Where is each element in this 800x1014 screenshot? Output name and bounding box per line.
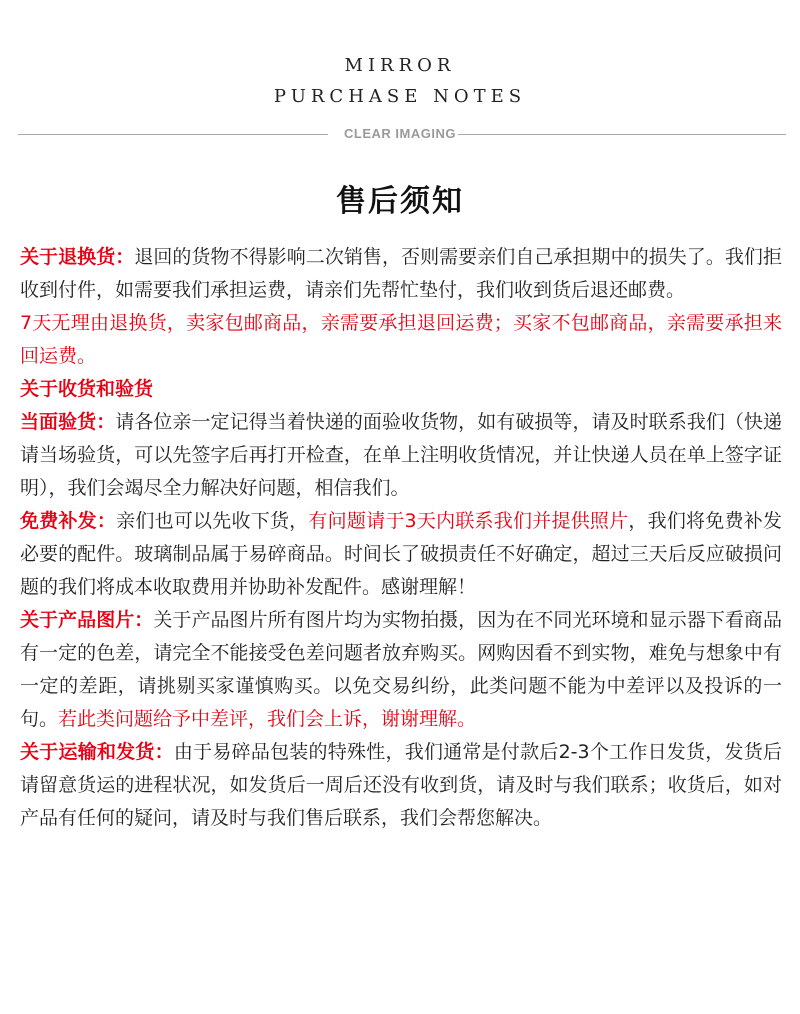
notes-paragraph — [20, 604, 782, 736]
section-label: 免费补发： — [20, 510, 117, 532]
body-text: 退回的货物不得影响二次销售，否则需要亲们自己承担期中的损失了。我们拒收到付件，如需要我们承担运费，请亲们先帮忙垫付，我们收到货后退还邮费。 — [20, 246, 782, 301]
body-text: ，我们将免费补发必要的配件。玻璃制品属于易碎商品。时间长了破损责任不好确定，超过三天后反应破损问题的我们将成本收取费用并协助补发配件。感谢理解！ — [20, 510, 782, 598]
body-text: 由于易碎品包装的特殊性，我们通常是付款后2-3个工作日发货，发货后请留意货运的进程状况，如发货后一周后还没有收到货，请及时与我们联系；收货后，如对产品有任何的疑问，请及时与我们售后联系，我们会帮您解决。 — [20, 741, 782, 829]
highlight-text: 7天无理由退换货，卖家包邮商品，亲需要承担退回运费；买家不包邮商品，亲需要承担来回运费。 — [20, 312, 782, 367]
brand-line-1: MIRROR — [344, 55, 456, 76]
section-label: 关于产品图片： — [20, 609, 154, 631]
section-label: 关于运输和发货： — [20, 741, 174, 763]
divider-label: CLEAR IMAGING — [344, 126, 456, 141]
notes-paragraph — [20, 406, 782, 505]
brand-line-2: PURCHASE NOTES — [273, 86, 527, 107]
body-text: 关于产品图片所有图片均为实物拍摄，因为在不同光环境和显示器下看商品有一定的色差，请完全不能接受色差问题者放弃购买。网购因看不到实物，难免与想象中有一定的差距，请挑剔买家谨慎购买。以免交易纠纷，此类问题不能为中差评以及投诉的一句。 — [20, 609, 782, 730]
notes-content — [20, 241, 782, 835]
body-text: 亲们也可以先收下货， — [116, 510, 309, 532]
notes-paragraph — [20, 241, 782, 307]
body-text: 请各位亲一定记得当着快递的面验收货物，如有破损等，请及时联系我们（快递请当场验货，可以先签字后再打开检查，在单上注明收货情况，并让快递人员在单上签字证明），我们会竭尽全力解决好问题，相信我们。 — [20, 411, 782, 499]
section-label: 关于退换货： — [20, 246, 135, 268]
divider-line-right — [458, 134, 786, 135]
notes-paragraph — [20, 736, 782, 835]
notes-paragraph — [20, 505, 782, 604]
page-title: 售后须知 — [336, 184, 464, 219]
section-label: 关于收货和验货 — [20, 378, 154, 400]
highlight-text: 若此类问题给予中差评，我们会上诉，谢谢理解。 — [58, 708, 477, 730]
section-divider — [12, 126, 788, 142]
notes-paragraph — [20, 373, 782, 406]
highlight-text: 有问题请于3天内联系我们并提供照片 — [308, 510, 629, 532]
section-label: 当面验货： — [20, 411, 116, 433]
notes-paragraph — [20, 307, 782, 373]
